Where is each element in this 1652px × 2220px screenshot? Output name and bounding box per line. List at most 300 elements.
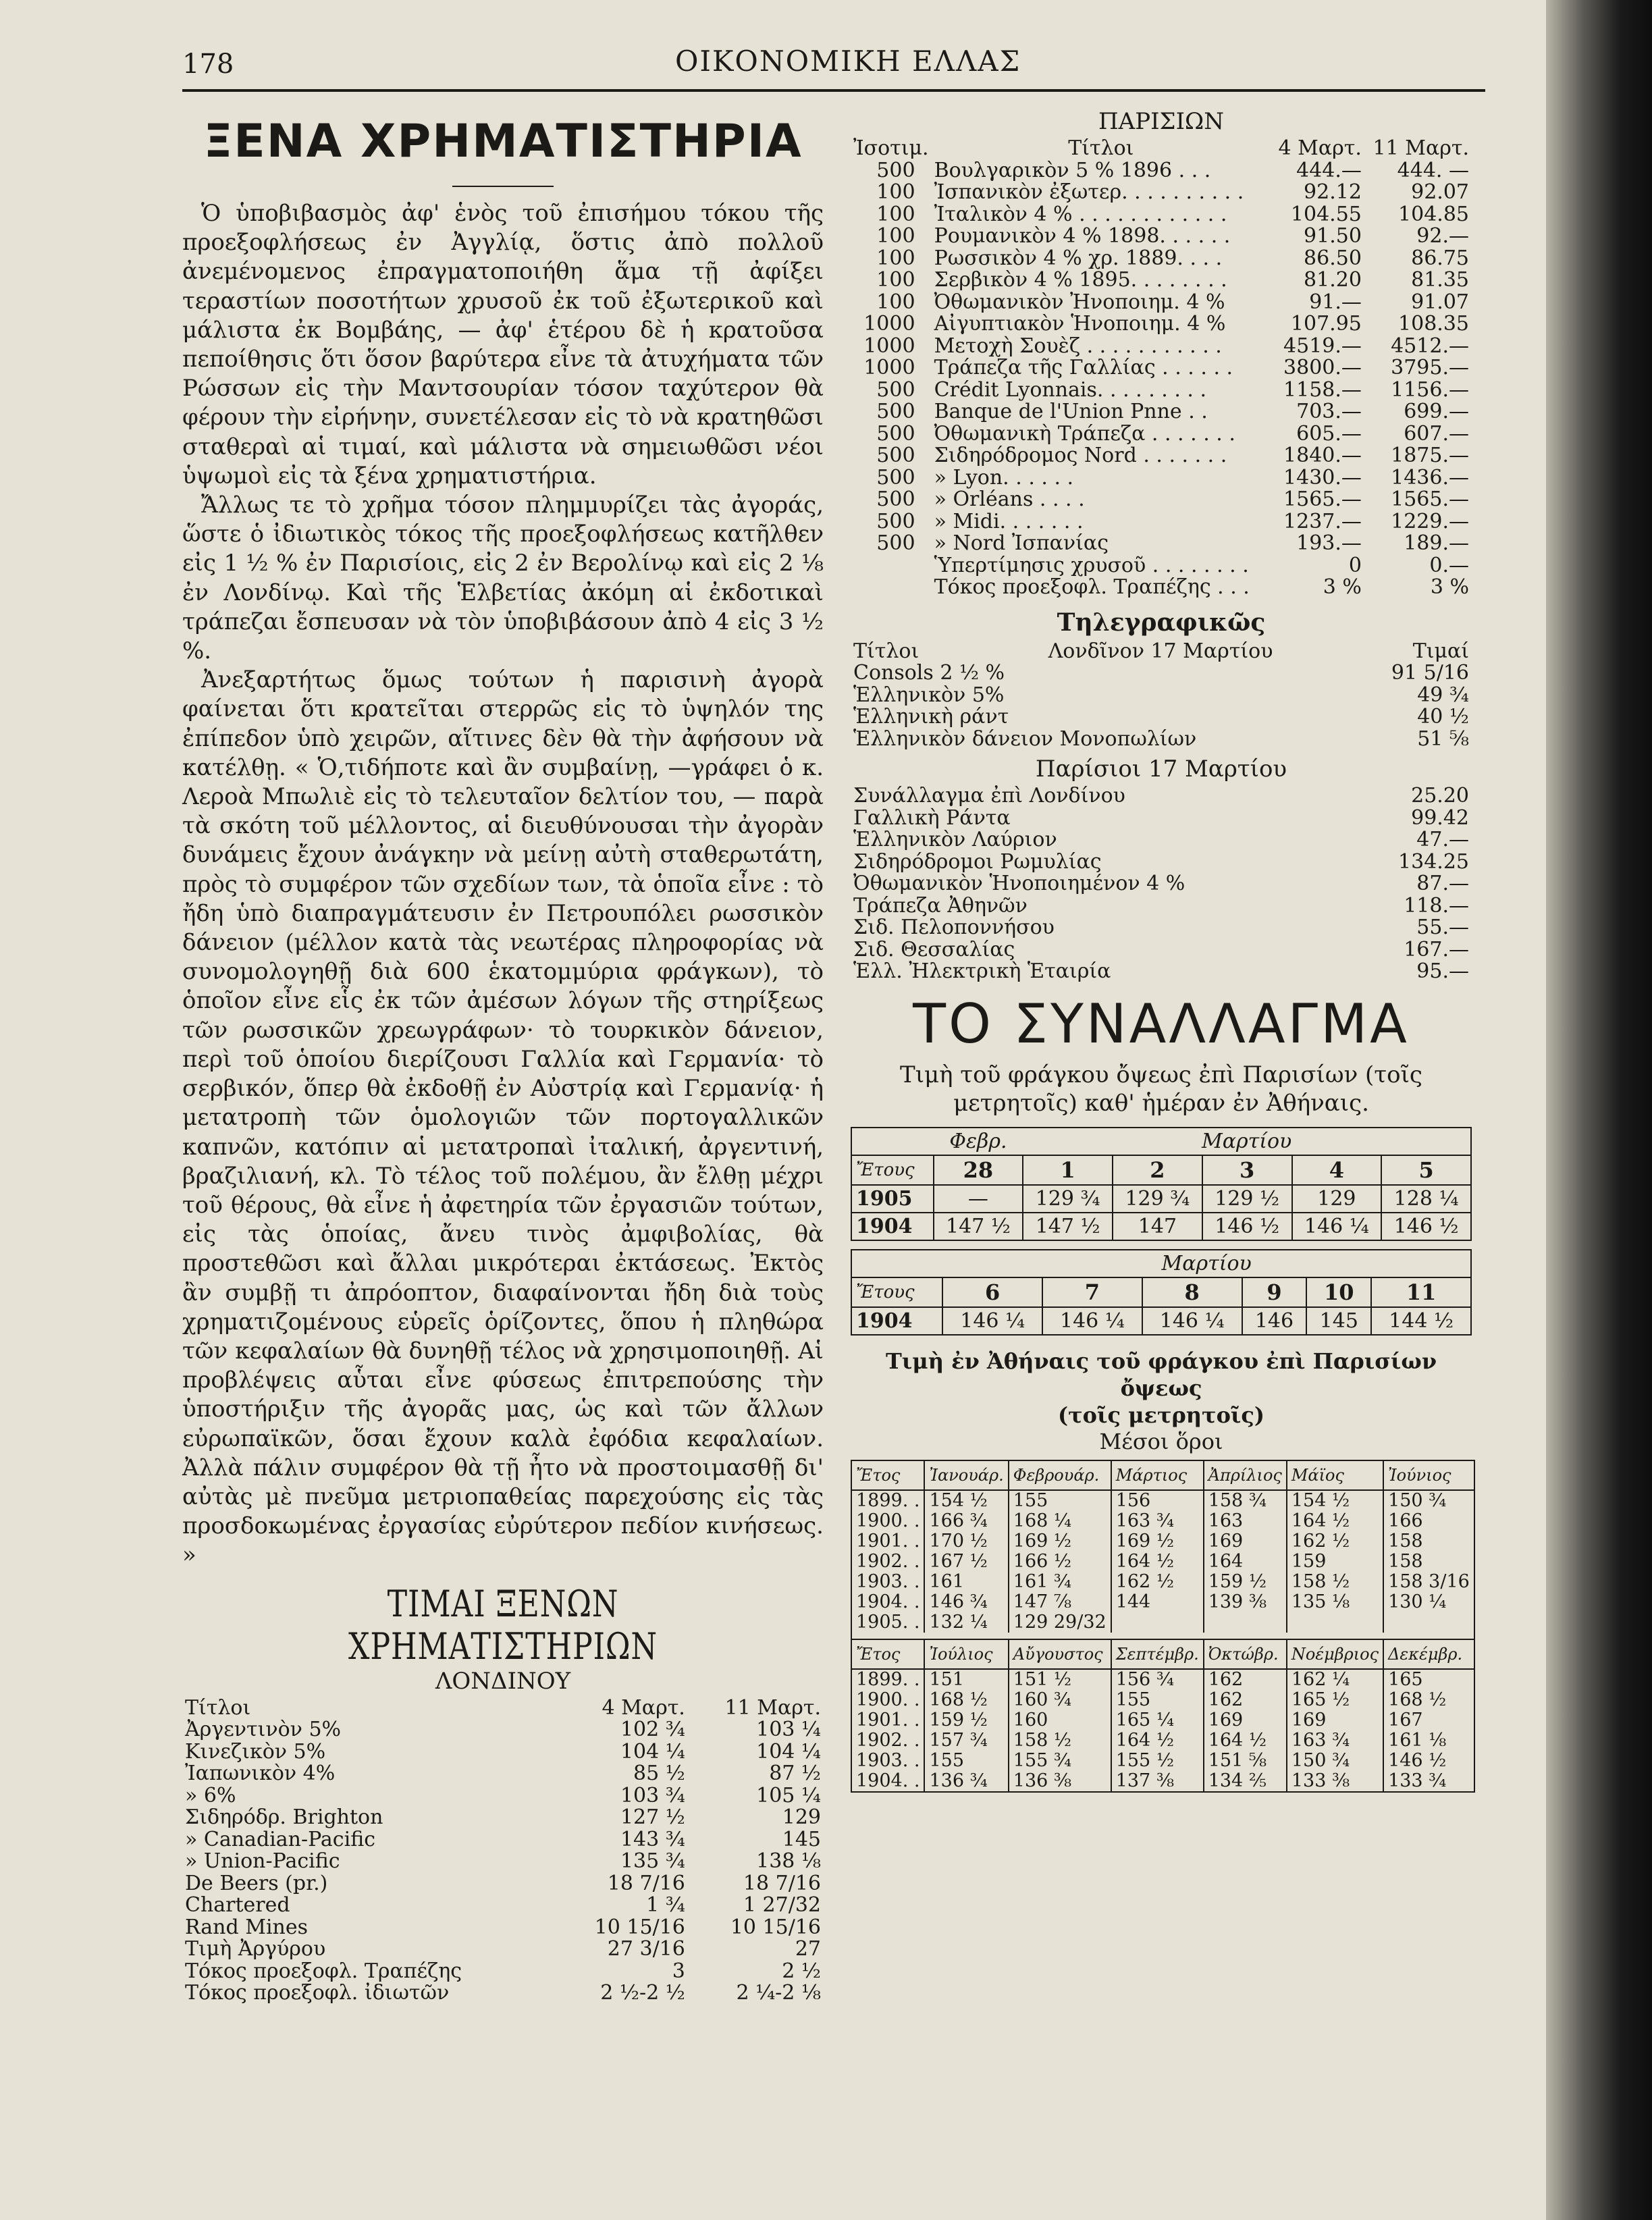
rate-cell: 129 ¾ [1023,1185,1113,1213]
exchange-title: ΤΟ ΣΥΝΑΛΛΑΓΜΑ [913,992,1410,1055]
feb-label: Φεβρ. [949,1129,1007,1153]
table-row [851,226,1472,248]
price-cell: 40 ½ [1417,705,1469,729]
rate-cell: 150 ¾ [1383,1490,1474,1511]
table-row [851,401,1472,423]
averages-subtitle: Μέσοι ὅροι [1099,1428,1223,1454]
paris-subtitle: ΠΑΡΙΣΙΩΝ [1098,108,1224,135]
month-header: Ἰούνιος [1383,1460,1474,1490]
table-row [851,939,1472,961]
rate-cell: 165 ¼ [1111,1710,1204,1730]
rate-cell: 146 ½ [1381,1213,1471,1240]
price-cell: 1237.— [1283,509,1362,533]
price-cell: 189.— [1404,531,1469,555]
rate-cell: 168 ¼ [1009,1511,1111,1531]
rate-cell: 128 ¼ [1381,1185,1471,1213]
month-header: Ἔτος [851,1639,924,1669]
price-cell: 4519.— [1283,334,1362,358]
price-cell: 0 [1348,553,1362,577]
price-cell: 1436.— [1391,465,1469,490]
rate-cell: 163 ¾ [1287,1730,1383,1751]
table-row [851,248,1472,270]
security-name: Ρωσσικὸν 4 % χρ. 1889. . . . [934,246,1223,270]
security-name: Rand Mines [185,1915,309,1939]
security-name: Συνάλλαγμα ἐπὶ Λονδίνου [853,784,1125,808]
price-cell: 86.50 [1304,246,1362,270]
telegraphic-london-table [851,641,1472,751]
par-value-cell: 500 [876,531,915,555]
rate-cell: 137 ⅜ [1111,1771,1204,1792]
par-value-cell: 100 [876,202,915,226]
table-row [182,1829,824,1851]
price-cell: 3 % [1430,575,1469,599]
price-cell: 27 3/16 [607,1937,685,1961]
spacer-cell [851,1633,1474,1639]
security-name: Σιδηρόδρομοι Ρωμυλίας [853,849,1102,874]
year-cell: 1904. . [851,1592,924,1612]
right-column [851,108,1472,1793]
price-cell: 104 ¼ [756,1739,821,1764]
price-cell: 129 [782,1805,821,1830]
rate-cell: 155 [1111,1690,1204,1710]
day-header: 3 [1202,1155,1292,1185]
day-header: 9 [1242,1277,1307,1307]
table-row [851,1552,1474,1572]
price-cell: 3 % [1323,575,1362,599]
security-name: Ὀθωμανικὸν Ἡνοποιημένον 4 % [853,872,1185,895]
table-row [182,1719,824,1741]
year-cell: 1903. . [851,1572,924,1592]
rate-cell: 155 ¾ [1009,1751,1111,1771]
rate-cell: 163 ¾ [1111,1511,1204,1531]
year-cell: 1905. . [851,1612,924,1633]
rate-cell [1204,1612,1287,1633]
telegraphic-paris-table [851,785,1472,983]
exchange-subtitle: Τιμὴ τοῦ φράγκου ὄψεως ἐπὶ Παρισίων (τοῖς μετρητοῖς) καθ' ἡμέραν ἐν Ἀθήναις. [900,1061,1422,1117]
rate-cell: 133 ¾ [1383,1771,1474,1792]
price-cell: 105 ¼ [756,1783,821,1807]
security-name: Τόκος προεξοφλ. Τραπέζης . . . [934,575,1250,599]
rate-cell: 155 ½ [1111,1751,1204,1771]
par-value-cell: 100 [876,224,915,248]
table-row [851,785,1472,808]
column-header: Λονδῖνον 17 Μαρτίου [1048,639,1273,663]
rate-cell: 158 [1383,1552,1474,1572]
table-row [851,1185,1471,1213]
day-header: 28 [934,1155,1023,1185]
price-cell: 3800.— [1283,356,1362,379]
price-cell: 103 ¾ [620,1783,685,1807]
year-cell: 1900. . [851,1511,924,1531]
page-header [182,42,1465,89]
rate-cell: 158 3/16 [1383,1572,1474,1592]
price-cell: 49 ¾ [1417,683,1469,707]
security-name: Σιδηρόδρ. Brighton [185,1805,383,1830]
rate-cell: 157 ¾ [924,1730,1008,1751]
day-header: 7 [1042,1277,1142,1307]
par-value-cell [851,577,932,599]
price-cell: 92.07 [1411,180,1469,204]
price-cell: 85 ½ [633,1762,685,1786]
year-cell: 1901. . [851,1710,924,1730]
rate-cell: 158 ½ [1009,1730,1111,1751]
rate-cell: 166 [1383,1511,1474,1531]
price-cell: 1 27/32 [743,1893,821,1918]
par-value-cell: 500 [876,421,915,446]
security-name: » Midi. . . . . . . [934,509,1084,533]
security-name: Τόκος προεξοφλ. Τραπέζης [185,1959,462,1983]
article-body [182,199,824,1570]
rate-cell: 161 ¾ [1009,1572,1111,1592]
table-row [851,1592,1474,1612]
rate-cell: 154 ½ [924,1490,1008,1511]
year-cell: 1899. . [851,1490,924,1511]
mar-label: Μαρτίου [1202,1129,1292,1153]
security-name: Ἑλλ. Ἠλεκτρικὴ Ἑταιρία [853,959,1111,983]
spacer-row [851,1633,1474,1639]
table-row [182,1982,824,2005]
rate-cell: 163 [1204,1511,1287,1531]
corner-cell [851,1250,942,1277]
par-value-cell: 500 [876,158,915,182]
month-header: Μάϊος [1287,1460,1383,1490]
mar-label: Μαρτίου [1161,1251,1252,1275]
year-label: Ἔτους [851,1277,942,1307]
day-header: 2 [1113,1155,1202,1185]
year-label: Ἔτους [851,1155,934,1185]
rate-cell: 144 ½ [1371,1307,1471,1335]
price-cell: 104.55 [1290,202,1362,226]
security-name: Τράπεζα Ἀθηνῶν [853,893,1028,918]
averages-title [851,1348,1472,1429]
security-name: » 6% [185,1783,236,1807]
price-cell: 1430.— [1283,465,1362,490]
month-header: Ὀκτώβρ. [1204,1639,1287,1669]
year-cell: 1902. . [851,1552,924,1572]
rate-cell: 132 ¼ [924,1612,1008,1633]
rate-cell: 170 ½ [924,1531,1008,1552]
price-cell: 118.— [1404,893,1469,918]
year-cell: 1901. . [851,1531,924,1552]
table-row [851,269,1472,292]
rate-cell: 169 [1204,1710,1287,1730]
table-row [182,1917,824,1939]
rate-cell: 134 ⅖ [1204,1771,1287,1792]
rate-cell: 160 ¾ [1009,1690,1111,1710]
rate-cell: 166 ¾ [924,1511,1008,1531]
rate-cell: 164 ½ [1111,1552,1204,1572]
rate-cell: 169 [1287,1710,1383,1730]
par-value-cell: 100 [876,246,915,270]
table-row [851,1511,1474,1531]
table-row [851,445,1472,467]
table-row [182,1895,824,1917]
table-row [851,1710,1474,1730]
table-row [182,1961,824,1983]
rate-cell: 164 ½ [1287,1511,1383,1531]
day-header: 10 [1306,1277,1371,1307]
rate-cell: 168 ½ [924,1690,1008,1710]
par-value-cell [851,555,932,577]
rate-cell: 155 [924,1751,1008,1771]
column-header: 4 Μαρτ. [1278,136,1362,160]
security-name: Consols 2 ½ % [853,661,1005,685]
price-cell: 87.— [1416,872,1469,895]
rate-cell: 144 [1111,1592,1204,1612]
rate-cell: 155 [1009,1490,1111,1511]
rate-cell: 150 ¾ [1287,1751,1383,1771]
day-header-row [851,1155,1471,1185]
month-header: Ἀπρίλιος [1204,1460,1287,1490]
price-cell: 167.— [1404,937,1469,961]
security-name: Τόκος προεξοφλ. ἰδιωτῶν [185,1981,450,2005]
rate-cell: 162 [1204,1669,1287,1690]
column-header: 11 Μαρτ. [1373,136,1469,160]
paris-table [851,138,1472,599]
price-cell: 81.20 [1304,268,1362,292]
year-cell: 1904. . [851,1771,924,1792]
header-rule [182,89,1485,92]
table-row [851,729,1472,751]
price-cell: 135 ¾ [620,1849,685,1874]
rate-cell: 160 [1009,1710,1111,1730]
rate-cell: 162 [1204,1690,1287,1710]
table-row [851,1307,1471,1335]
column-header: 11 Μαρτ. [724,1695,821,1720]
year-cell: 1902. . [851,1730,924,1751]
column-header: Τίτλοι [853,639,920,663]
column-header: Τίτλοι [185,1695,251,1720]
price-cell: 143 ¾ [620,1827,685,1851]
price-cell: 27 [795,1937,821,1961]
rate-cell: 146 ¼ [1292,1213,1382,1240]
table-row [851,1612,1474,1633]
table-row [851,1213,1471,1240]
security-name: Ἑλληνικὸν 5% [853,683,1005,707]
price-cell: 104 ¼ [620,1739,685,1764]
rate-cell: 139 ⅜ [1204,1592,1287,1612]
security-name: Γαλλικὴ Ράντα [853,805,1011,830]
security-name: Σιδ. Πελοποννήσου [853,916,1055,939]
security-name: Ρουμανικὸν 4 % 1898. . . . . . [934,224,1231,248]
price-cell: 607.— [1404,421,1469,446]
rate-cell: 159 [1287,1552,1383,1572]
price-cell: 108.35 [1398,312,1469,336]
price-cell: 1565.— [1283,487,1362,511]
table-row [851,1690,1474,1710]
table-row [851,160,1472,182]
price-cell: 1 ¾ [646,1893,685,1918]
table-row [182,1741,824,1764]
table-header-row [851,1639,1474,1669]
rate-cell [1111,1612,1204,1633]
rate-cell: 156 [1111,1490,1204,1511]
averages-title-line: (τοῖς μετρητοῖς) [1057,1402,1265,1428]
table-row [851,1751,1474,1771]
table-header-row [851,138,1472,160]
par-value-cell: 1000 [863,312,915,336]
price-cell: 10 15/16 [594,1915,685,1939]
security-name: Banque de l'Union Pnne . . [934,400,1208,423]
table-row [851,467,1472,490]
par-value-cell: 500 [876,444,915,467]
table-header-row [182,1697,824,1720]
table-row [851,313,1472,336]
rate-cell: 162 ½ [1287,1531,1383,1552]
rate-cell: 168 ½ [1383,1690,1474,1710]
rate-cell: 146 ¼ [942,1307,1042,1335]
rate-cell: 167 [1383,1710,1474,1730]
table-row [851,357,1472,379]
security-name: Ἑλληνικὸν δάνειον Μονοπωλίων [853,726,1197,751]
month-header: Ἰανουάρ. [924,1460,1008,1490]
month-header: Μάρτιος [1111,1460,1204,1490]
rate-cell: 129 29/32 [1009,1612,1111,1633]
table-row [851,336,1472,358]
month-header-row [851,1128,1471,1155]
par-value-cell: 100 [876,180,915,204]
averages-table [851,1460,1475,1793]
security-name: Κινεζικὸν 5% [185,1739,326,1764]
page-number: 178 [182,49,234,80]
price-cell: 3795.— [1391,356,1469,379]
par-value-cell: 100 [876,268,915,292]
price-cell: 1875.— [1391,444,1469,467]
rate-cell: 129 ½ [1202,1185,1292,1213]
rate-cell: 146 ¾ [924,1592,1008,1612]
exchange-table-1 [851,1127,1472,1241]
table-row [851,379,1472,402]
year-cell: 1904 [851,1307,942,1335]
prices-title: ΤΙΜΑΙ ΞΕΝΩΝ ΧΡΗΜΑΤΙΣΤΗΡΙΩΝ [348,1582,658,1668]
table-row [851,555,1472,577]
price-cell: 127 ½ [620,1805,685,1830]
rate-cell: 167 ½ [924,1552,1008,1572]
article-paragraph: Ἀνεξαρτήτως ὅμως τούτων ἡ παρισινὴ ἀγορὰ φαίνεται ὅτι κρατεῖται στερρῶς εἰς τὸ ὑψηλόν της ἐπίπεδον ὑπὸ χειρῶν, αἵτινες δὲν θὰ τὴν ἀφήσουν νὰ κατέλθῃ. « Ὁ,τιδήποτε καὶ ἂν συμβαίνῃ, —γράφει ὁ κ. Λεροὰ Μπωλιὲ εἰς τὸ τελευταῖον δελτίον του, — παρὰ τὰ σκότη τοῦ μέλλοντος, αἱ διευθύνουσαι τὴν ἀγορὰν δυνάμεις ἔχουν ἀνάγκην νὰ μείνῃ αὐτὴ σταθερωτάτη, πρὸς τὸ συμφέρον τῶν σχεδίων των, τὰ ὁποῖα εἶνε : τὸ ἤδη ὑπὸ διαπραγμάτευσιν ἐν Πετρουπόλει ρωσσικὸν δάνειον (μέλλον κατὰ τὰς νεωτέρας πληροφορίας νὰ συνομολογηθῇ διὰ 600 ἑκατομμύρια φράγκων), τὸ ὁποῖον εἶνε εἷς ἐκ τῶν ἀμέσων λόγων τῆς στηρίξεως τῶν ρωσσικῶν χρεωγράφων· τὸ τουρκικὸν δάνειον, περὶ τοῦ ὁποίου διερίζουσι Γαλλία καὶ Γερμανία· τὸ σερβικόν, ὅπερ θὰ ἐκδοθῇ ἐν Αὐστρίᾳ καὶ Γερμανίᾳ· ἡ μετατροπὴ τῶν ὁμολογιῶν τῶν πορτογαλλικῶν καπνῶν, κατόπιν αἱ μετατροπαὶ ἰταλική, ἀργεντινή, βραζιλιανή, κλ. Τὸ τέλος τοῦ πολέμου, ἂν ἔλθῃ μέχρι τοῦ θέρους, θὰ εἶνε ἡ ἀφετηρία τῶν ἐργασιῶν τούτων, εἰς τὰς ὁποίας, ἄνευ τινὸς ἀμφιβολίας, θὰ προστεθῶσι καὶ ἄλλαι μικρότεραι ἐκτάσεως. Ἐκτὸς ἂν συμβῇ τι ἀπρόοπτον, διαφαίνονται ἤδη διὰ τοὺς χρηματιζομένους εὑρεῖς ὁρίζοντες, ὅπου ἡ πληθώρα τῶν κεφαλαίων θὰ δυνηθῇ τέλος νὰ χρησιμοποιηθῇ. Αἱ προβλέψεις αὗται εἶνε φύσεως ἐπιτρεπούσης τὴν ὑποστήριξιν τῆς ἀγορᾶς μας, ὡς καὶ τῶν ἄλλων εὐρωπαϊκῶν, ὅσαι ἔχουν καλὰ ἐφόδια κεφαλαίων. Ἀλλὰ πάλιν συμφέρον θὰ τῇ ἦτο νὰ προστοιμασθῇ δι' αὐτὰς μὲ πνεῦμα μετριοπαθείας παρεχούσης εἰς τὰς προσδοκωμένας ἐργασίας εὐρύτερον πεδίον κινήσεως. » [182,666,824,1569]
price-cell: 18 7/16 [743,1871,821,1895]
table-row [851,1531,1474,1552]
security-name: Βουλγαρικὸν 5 % 1896 . . . [934,158,1211,182]
price-cell: 1565.— [1391,487,1469,511]
security-name: » Lyon. . . . . . [934,465,1074,490]
table-row [851,917,1472,939]
table-header-row [851,641,1472,663]
column-header: Τίτλοι [1068,136,1134,160]
price-cell: 444.— [1296,158,1362,182]
par-value-cell: 500 [876,465,915,490]
month-header: Νοέμβριος [1287,1639,1383,1669]
rate-cell: 164 ½ [1204,1730,1287,1751]
security-name: Σερβικὸν 4 % 1895. . . . . . . . [934,268,1227,292]
table-row [851,1730,1474,1751]
telegraphic-paris-title: Παρίσιοι 17 Μαρτίου [1035,756,1287,783]
price-cell: 81.35 [1411,268,1469,292]
par-value-cell: 500 [876,487,915,511]
rate-cell: 158 [1383,1531,1474,1552]
table-row [851,577,1472,599]
month-header-row [851,1250,1471,1277]
security-name: Τιμὴ Ἀργύρου [185,1937,326,1961]
price-cell: 86.75 [1411,246,1469,270]
day-header: 5 [1381,1155,1471,1185]
rate-cell: 158 ½ [1287,1572,1383,1592]
security-name: » Union-Pacific [185,1849,340,1874]
rate-cell: 165 ½ [1287,1690,1383,1710]
price-cell: 91.50 [1304,224,1362,248]
table-row [851,204,1472,226]
rate-cell: 162 ½ [1111,1572,1204,1592]
security-name: Ἑλληνικὸν Λαύριον [853,828,1057,851]
table-row [182,1851,824,1873]
price-cell: 87 ½ [769,1762,821,1786]
security-name: » Canadian-Pacific [185,1827,376,1851]
averages-title-line: Τιμὴ ἐν Ἀθήναις τοῦ φράγκου ἐπὶ Παρισίων ὄψεως [885,1348,1437,1401]
rate-cell: 166 ½ [1009,1552,1111,1572]
security-name: Ἰσπανικὸν ἐξωτερ. . . . . . . . . . [934,180,1244,204]
month-header: Αὔγουστος [1009,1639,1111,1669]
rate-cell: 146 [1242,1307,1307,1335]
security-name: » Nord Ἰσπανίας [934,531,1109,555]
table-row [182,1807,824,1829]
running-head: ΟΙΚΟΝΟΜΙΚΗ ΕΛΛΑΣ [675,45,1021,78]
price-cell: 25.20 [1411,784,1469,808]
table-row [851,1669,1474,1690]
price-cell: 91 5/16 [1391,661,1469,685]
security-name: Ὀθωμανικὸν Ἠνοποιημ. 4 % [934,290,1225,314]
rate-cell: — [934,1185,1023,1213]
security-name: Ἰταλικὸν 4 % . . . . . . . . . . . . [934,202,1227,226]
day-header: 1 [1023,1155,1113,1185]
security-name: Σιδηρόδρομος Nord . . . . . . . [934,444,1227,467]
price-cell: 0.— [1429,553,1469,577]
table-row [851,662,1472,685]
table-row [182,1763,824,1785]
rate-cell: 146 ½ [1383,1751,1474,1771]
security-name: » Orléans . . . . [934,487,1085,511]
price-cell: 4512.— [1391,334,1469,358]
table-row [851,808,1472,830]
rate-cell: 147 [1113,1213,1202,1240]
rate-cell: 169 [1204,1531,1287,1552]
table-row [182,1938,824,1961]
security-name: Chartered [185,1893,290,1918]
day-header: 6 [942,1277,1042,1307]
table-row [851,423,1472,446]
price-cell: 91.07 [1411,290,1469,314]
par-value-cell: 500 [876,509,915,533]
price-cell: 92.12 [1304,180,1362,204]
rate-cell: 145 [1306,1307,1371,1335]
day-header-row [851,1277,1471,1307]
rate-cell: 165 [1383,1669,1474,1690]
table-row [851,533,1472,555]
rate-cell: 169 ½ [1009,1531,1111,1552]
rate-cell: 159 ½ [924,1710,1008,1730]
security-name: Ἰαπωνικὸν 4% [185,1762,336,1786]
security-name: Αἰγυπτιακὸν Ἡνοποιημ. 4 % [934,312,1226,336]
rate-cell: 169 ½ [1111,1531,1204,1552]
column-header: Ἰσοτιμ. [853,136,929,160]
price-cell: 102 ¾ [620,1718,685,1742]
rate-cell: 133 ⅜ [1287,1771,1383,1792]
price-cell: 10 15/16 [730,1915,821,1939]
left-column [182,115,824,2005]
rate-cell: 164 [1204,1552,1287,1572]
rate-cell: 146 ¼ [1142,1307,1242,1335]
security-name: Ὑπερτίμησις χρυσοῦ . . . . . . . . [934,553,1249,577]
price-cell: 99.42 [1411,805,1469,830]
month-header: Ἰούλιος [924,1639,1008,1669]
